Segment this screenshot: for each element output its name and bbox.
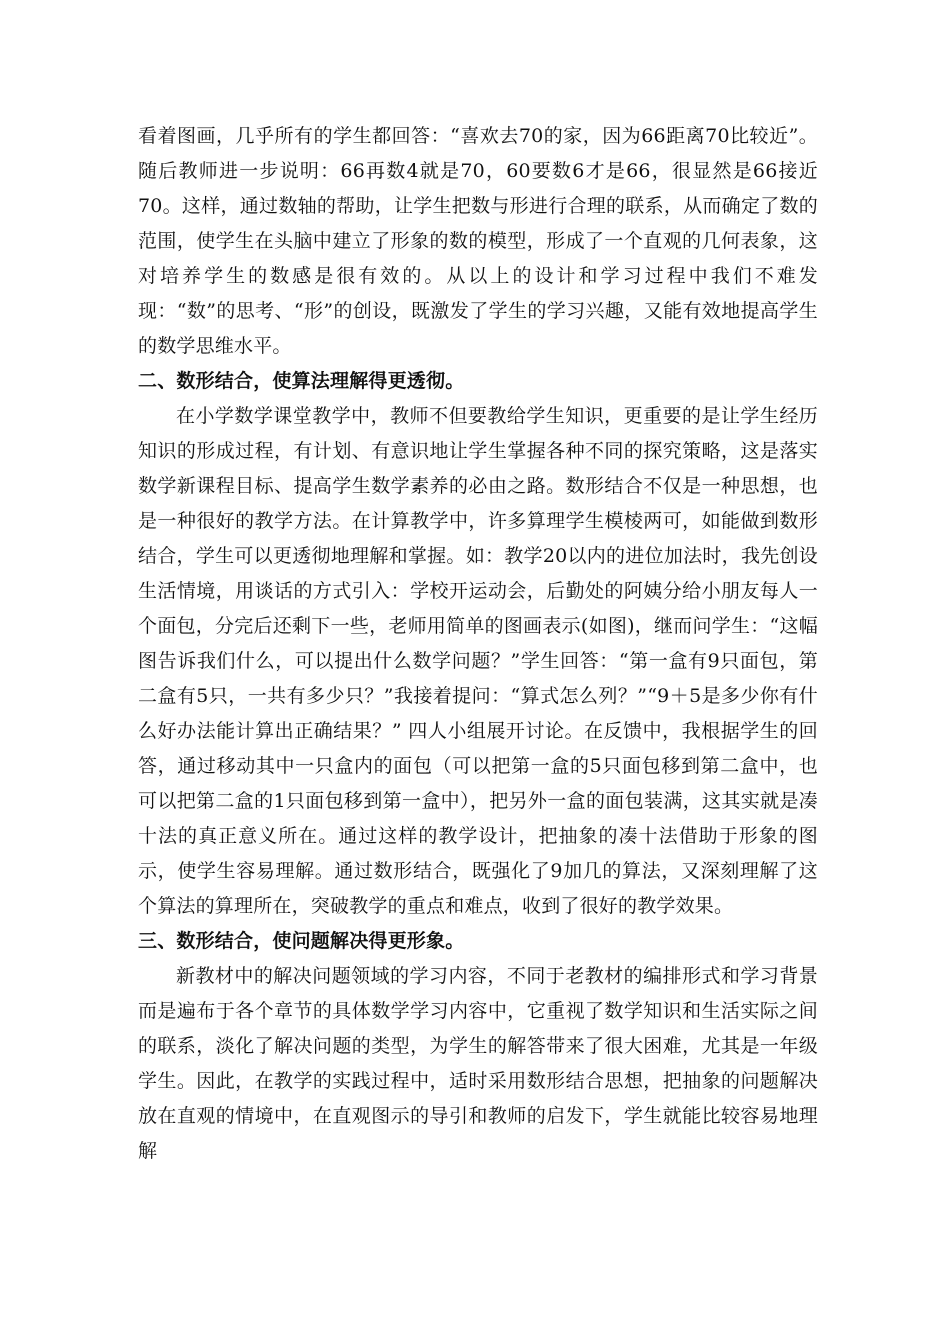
section-heading-problem-solving: 三、数形结合，使问题解决得更形象。 xyxy=(138,930,465,952)
paragraph-algorithm-understanding: 在小学数学课堂教学中，教师不但要教给学生知识，更重要的是让学生经历知识的形成过程，有计划、有意识地让学生掌握各种不同的探究策略，这是落实数学新课程目标、提高学生数学素养的必由之路。数形结合不仅是一种思想，也是一种很好的教学方法。在计算教学中，许多算理学生模棱两可，如能做到数形结合，学生可以更透彻地理解和掌握。如：教学20以内的进位加法时，我先创设生活情境，用谈话的方式引入：学校开运动会，后勤处的阿姨分给小朋友每人一个面包，分完后还剩下一些，老师用简单的图画表示(如图)，继而问学生：“这幅图告诉我们什么，可以提出什么数学问题？”学生回答：“第一盒有9只面包，第二盒有5只，一共有多少只？”我接着提问：“算式怎么列？”“9＋5是多少你有什么好办法能计算出正确结果？” 四人小组展开讨论。在反馈中，我根据学生的回答，通过移动其中一只盒内的面包（可以把第一盒的5只面包移到第二盒中，也可以把第二盒的1只面包移到第一盒中），把另外一盒的面包装满，这其实就是凑十法的真正意义所在。通过这样的教学设计，把抽象的凑十法借助于形象的图示，使学生容易理解。通过数形结合，既强化了9加几的算法，又深刻理解了这个算法的算理所在，突破教学的重点和难点，收到了很好的教学效果。 xyxy=(138,405,818,917)
document-page xyxy=(138,119,818,1169)
paragraph-number-line-conclusion: 看着图画，几乎所有的学生都回答：“喜欢去70的家，因为66距离70比较近”。随后教师进一步说明：66再数4就是70，60要数6才是66，很显然是66接近70。这样，通过数轴的帮助，让学生把数与形进行合理的联系，从而确定了数的范围，使学生在头脑中建立了形象的数的模型，形成了一个直观的几何表象，这对培养学生的数感是很有效的。从以上的设计和学习过程中我们不难发现：“数”的思考、“形”的创设，既激发了学生的学习兴趣，又能有效地提高学生的数学思维水平。 xyxy=(138,125,818,357)
section-heading-algorithm: 二、数形结合，使算法理解得更透彻。 xyxy=(138,370,465,392)
paragraph-problem-solving: 新教材中的解决问题领域的学习内容，不同于老教材的编排形式和学习背景而是遍布于各个章节的具体数学学习内容中，它重视了数学知识和生活实际之间的联系，淡化了解决问题的类型，为学生的解答带来了很大困难，尤其是一年级学生。因此，在教学的实践过程中，适时采用数形结合思想，把抽象的问题解决放在直观的情境中，在直观图示的导引和教师的启发下，学生就能比较容易地理解 xyxy=(138,965,818,1162)
